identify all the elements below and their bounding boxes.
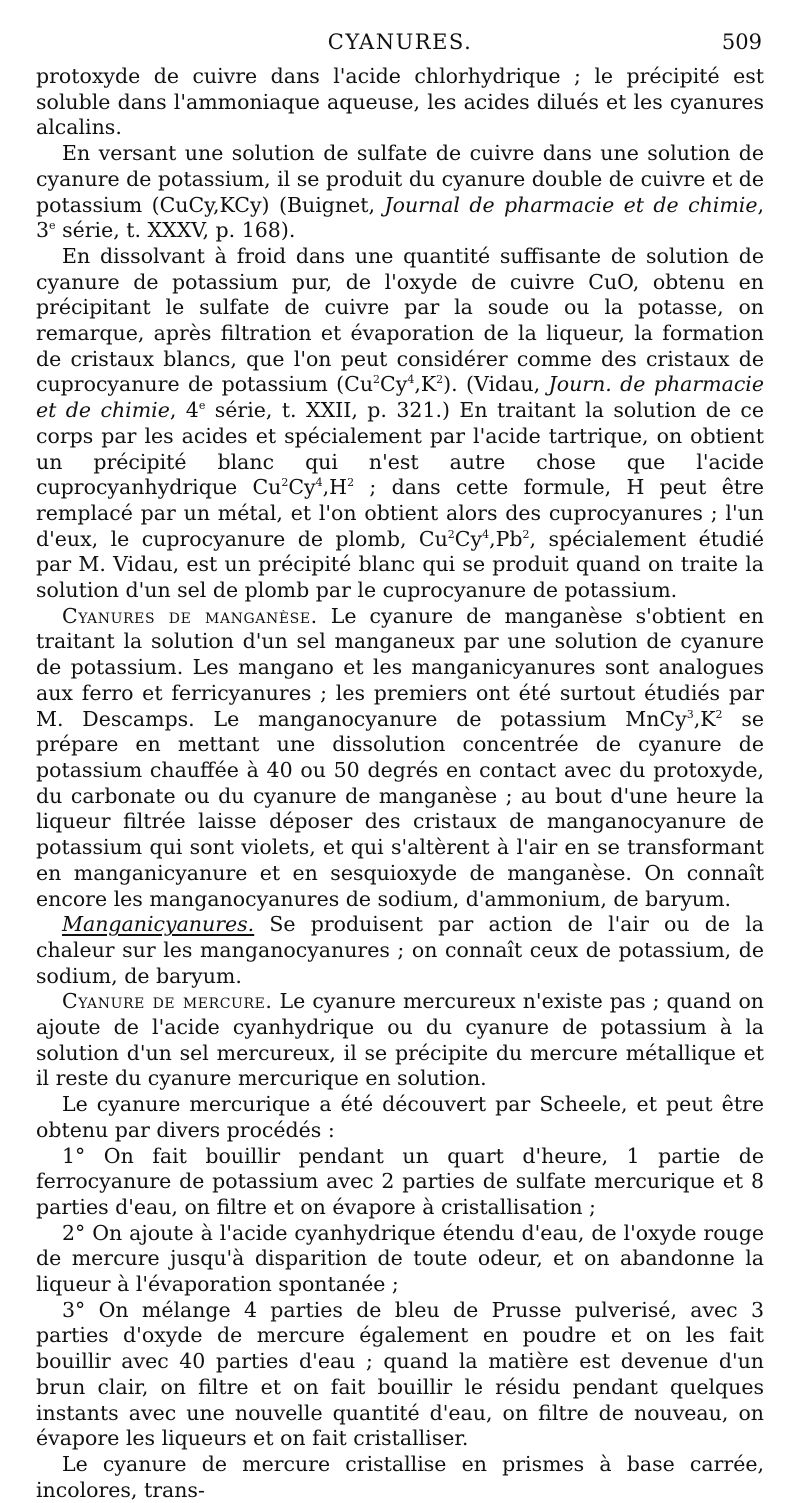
paragraph-mercuric-cyanide: Le cyanure mercurique a été découvert par Scheele, et peut être obtenu par divers procédés : xyxy=(36,1092,764,1142)
paragraph-manganicyanides: Manganicyanures. Se produisent par action de l'air ou de la chaleur sur les manganocyanures ; on connaît ceux de potassium, de sodium, de baryum. xyxy=(36,912,764,988)
paragraph-copper-potassium-cyanide: En versant une solution de sulfate de cuivre dans une solution de cyanure de potassium, il se produit du cyanure double de cuivre et de potassium (CuCy,KCy) (Buignet, Journal de pharmacie et de chimie, 3e série, t. XXXV, p. 168). xyxy=(36,141,764,243)
page-number: 509 xyxy=(721,30,762,54)
section-heading: Cyanure de mercure. xyxy=(62,989,273,1014)
procedure-item-1: 1° On fait bouillir pendant un quart d'heure, 1 partie de ferrocyanure de potassium avec 2 parties de sulfate mercurique et 8 parties d'eau, on filtre et on évapore à cristallisation ; xyxy=(36,1143,764,1219)
body-text xyxy=(36,64,764,1503)
section-heading: Cyanures de manganèse. xyxy=(62,603,318,628)
procedure-item-2: 2° On ajoute à l'acide cyanhydrique étendu d'eau, de l'oxyde rouge de mercure jusqu'à disparition de toute odeur, et on abandonne la liqueur à l'évaporation spontanée ; xyxy=(36,1220,764,1297)
paragraph-continuation: protoxyde de cuivre dans l'acide chlorhydrique ; le précipité est soluble dans l'ammoniaque aqueuse, les acides dilués et les cyanures alcalins. xyxy=(36,64,764,140)
section-heading: Manganicyanures. xyxy=(62,912,255,937)
page-header xyxy=(36,30,764,58)
journal-title: Journal de pharmacie et de chimie xyxy=(384,192,758,217)
journal-title: Journ. de pharmacie et de chimie xyxy=(36,372,764,423)
running-title: CYANURES. xyxy=(327,30,473,54)
paragraph-manganese-cyanides: Cyanures de manganèse. Le cyanure de manganèse s'obtient en traitant la solution d'un sel manganeux par une solution de cyanure de potassium. Les mangano et les manganicyanures sont analogues aux ferro et ferricyanures ; les premiers ont été surtout étudiés par M. Descamps. Le manganocyanure de potassium $MnCy^3,K^2$ se prépare en mettant une dissolution concentrée de cyanure de potassium chauffée à 40 ou 50 degrés en contact avec du protoxyde, du carbonate ou du cyanure de manganèse ; au bout d'une heure la liqueur filtrée laisse déposer des cristaux de manganocyanure de potassium qui sont violets, et qui s'altèrent à l'air en se transformant en manganicyanure et en sesquioxyde de manganèse. On connaît encore les manganocyanures de sodium, d'ammonium, de baryum. xyxy=(36,603,764,911)
procedure-item-3: 3° On mélange 4 parties de bleu de Prusse pulverisé, avec 3 parties d'oxyde de mercure également en poudre et on les fait bouillir avec 40 parties d'eau ; quand la matière est devenue d'un brun clair, on filtre et on fait bouillir le résidu pendant quelques instants avec une nouvelle quantité d'eau, on filtre de nouveau, on évapore les liqueurs et on fait cristalliser. xyxy=(36,1297,764,1451)
paragraph-crystallisation: Le cyanure de mercure cristallise en prismes à base carrée, incolores, trans- xyxy=(36,1451,764,1502)
paragraph-mercury-cyanide: Cyanure de mercure. Le cyanure mercureux n'existe pas ; quand on ajoute de l'acide cyanhydrique ou du cyanure de potassium à la solution d'un sel mercureux, il se précipite du mercure métallique et il reste du cyanure mercurique en solution. xyxy=(36,989,764,1091)
paragraph-cuprocyanide: En dissolvant à froid dans une quantité suffisante de solution de cyanure de potassium pur, de l'oxyde de cuivre CuO, obtenu en précipitant le sulfate de cuivre par la soude ou la potasse, on remarque, après filtration et évaporation de la liqueur, la formation de cristaux blancs, que l'on peut considérer comme des cristaux de cuprocyanure de potassium $(Cu^2Cy^4,K^2)$. (Vidau, Journ. de pharmacie et de chimie, 4e série, t. XXII, p. 321.) En traitant la solution de ce corps par les acides et spécialement par l'acide tartrique, on obtient un précipité blanc qui n'est autre chose que l'acide cuprocyanhydrique $Cu^2Cy^4,H^2$ ; dans cette formule, H peut être remplacé par un métal, et l'on obtient alors des cuprocyanures ; l'un d'eux, le cuprocyanure de plomb, Cu$^2$Cy$^4$,Pb$^2$, spécialement étudié par M. Vidau, est un précipité blanc qui se produit quand on traite la solution d'un sel de plomb par le cuprocyanure de potassium. xyxy=(36,243,764,603)
